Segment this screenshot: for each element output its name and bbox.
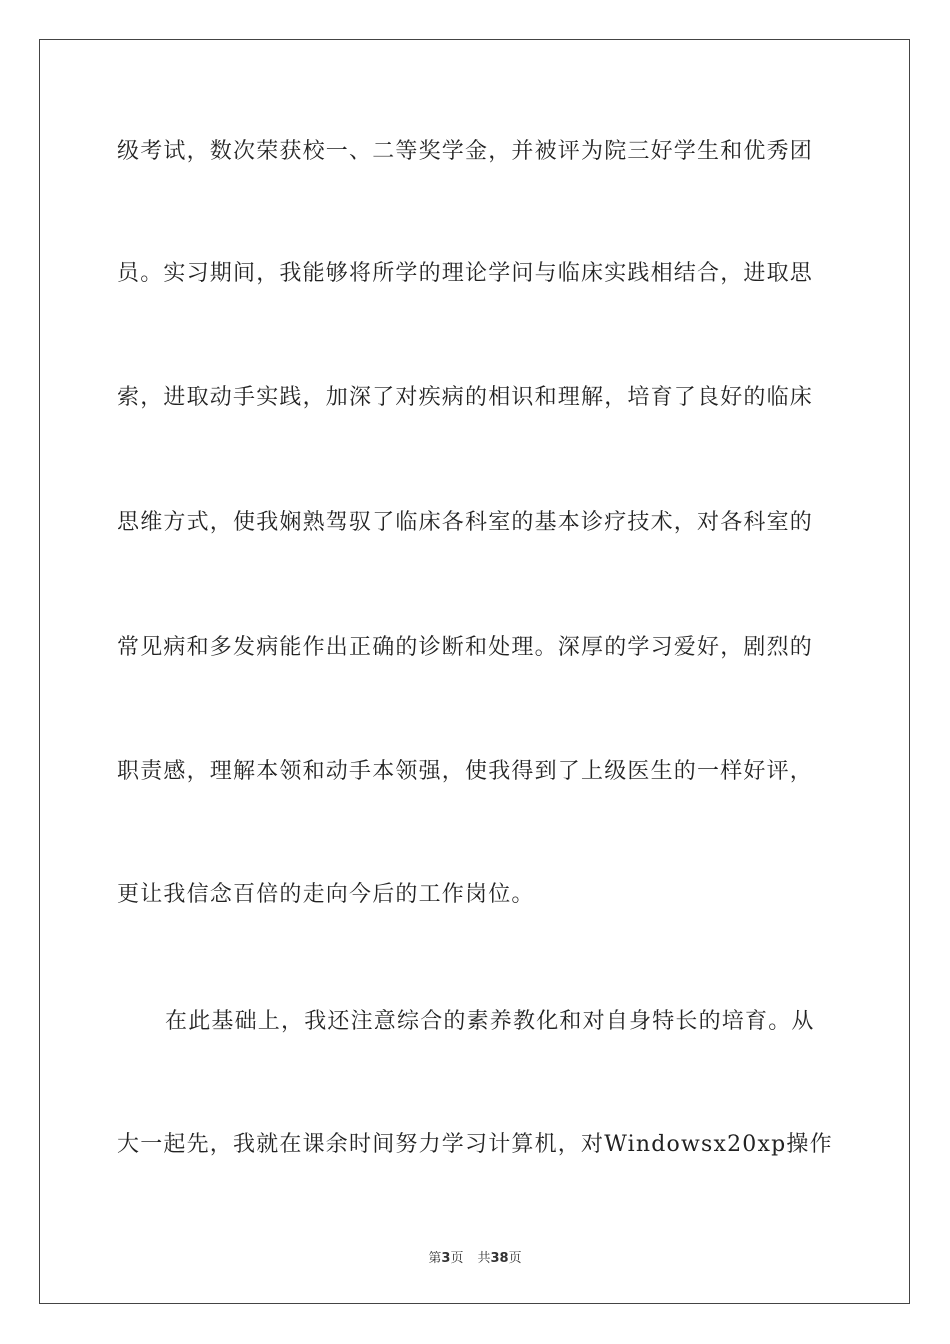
page-footer [0, 1247, 950, 1266]
total-pages: 38 [490, 1251, 509, 1266]
body-text-line: 级考试，数次荣获校一、二等奖学金，并被评为院三好学生和优秀团 [117, 139, 814, 164]
body-text-line: 职责感，理解本领和动手本领强，使我得到了上级医生的一样好评， [117, 759, 814, 784]
page-prefix: 第 [428, 1251, 442, 1266]
body-text-line: 大一起先，我就在课余时间努力学习计算机，对Windowsx20xp操作 [117, 1132, 833, 1157]
total-prefix: 共 [477, 1251, 491, 1266]
body-text-line: 员。实习期间，我能够将所学的理论学问与临床实践相结合，进取思 [117, 261, 814, 286]
page-number: 3 [441, 1251, 451, 1266]
page-suffix: 页 [450, 1251, 464, 1266]
body-text-line: 索，进取动手实践，加深了对疾病的相识和理解，培育了良好的临床 [117, 385, 814, 410]
total-suffix: 页 [508, 1251, 522, 1266]
body-text-line: 思维方式，使我娴熟驾驭了临床各科室的基本诊疗技术，对各科室的 [117, 510, 814, 535]
paragraph-start-line: 在此基础上，我还注意综合的素养教化和对自身特长的培育。从 [165, 1009, 815, 1034]
page-frame [39, 39, 910, 1304]
body-text-line: 更让我信念百倍的走向今后的工作岗位。 [117, 882, 535, 907]
body-text-line: 常见病和多发病能作出正确的诊断和处理。深厚的学习爱好，剧烈的 [117, 635, 814, 660]
